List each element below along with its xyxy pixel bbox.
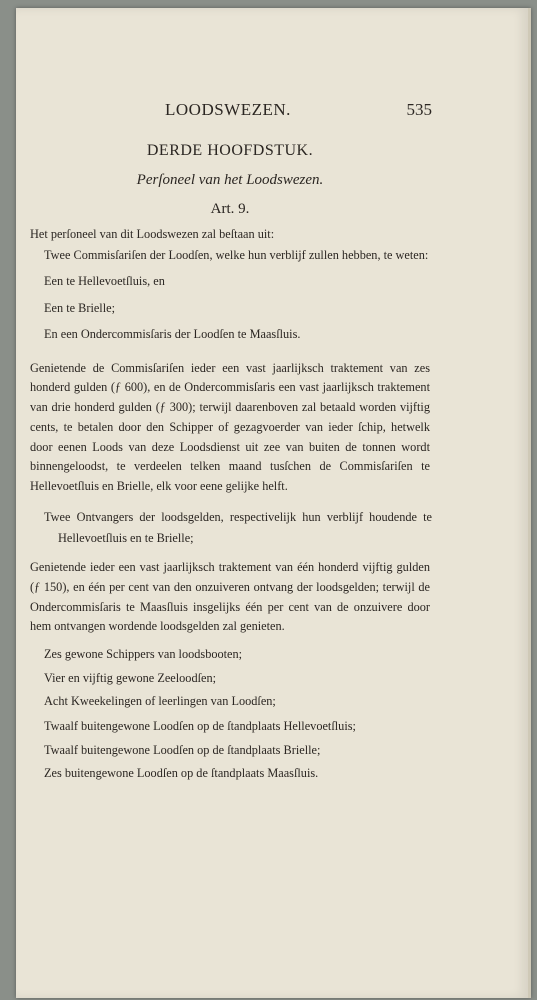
list-entry: Zes buitengewone Loodſen op de ſtandplaats Maasſluis.: [44, 766, 319, 781]
list-entry: En een Ondercommisſaris der Loodſen te Maasſluis.: [44, 327, 301, 341]
list-entry: Vier en vijftig gewone Zeeloodſen;: [44, 670, 217, 685]
list-entry: Een te Brielle;: [44, 300, 116, 315]
page-content: [30, 100, 430, 786]
article-heading: Art. 9.: [210, 201, 250, 217]
list-entry: Acht Kweekelingen of leerlingen van Loodſen;: [44, 694, 276, 709]
body-paragraph: Genietende de Commisſariſen ieder een vast jaarlijksch traktement van zes honderd gulden (ƒ 600), en de Ondercommisſaris een vast jaarlijksch traktement van drie honderd gulden (ƒ 300); terwijl daarenboven zal betaald worden vijftig cents, te betalen door den Schipper of gezagvoerder van ieder ſchip, hetwelk door eenen Loods van deze Loodsdienst uit zee van buiten de tonnen wordt binnengeloodst, te verdeelen telken maand tusſchen de Commisſariſen te Hellevoetſluis en Brielle, elk voor eene gelijke helft.: [30, 360, 430, 494]
running-header: [30, 100, 430, 130]
list-entry: Een te Hellevoetſluis, en: [44, 274, 165, 288]
body-paragraph: Genietende ieder een vast jaarlijksch traktement van één honderd vijftig gulden (ƒ 150), en één per cent van den onzuiveren ontvang der loodsgelden; terwijl de Ondercommisſaris te Maasſluis insgelijks één per cent van de onzuivere door hem ontvangen wordende loodsgelden zal genieten.: [30, 560, 430, 634]
list-entry: Twee Ontvangers der loodsgelden, respectivelijk hun verblijf houdende te Hellevoetſluis en te Brielle;: [44, 510, 432, 545]
list-entry: Twaalf buitengewone Loodſen op de ſtandplaats Hellevoetſluis;: [44, 718, 356, 733]
page-number: 535: [406, 100, 432, 119]
list-entry: Zes gewone Schippers van loodsbooten;: [44, 647, 243, 662]
section-subtitle: Perſoneel van het Loodswezen.: [136, 172, 324, 188]
chapter-heading: DERDE HOOFDSTUK.: [146, 142, 314, 159]
list-entry: Twaalf buitengewone Loodſen op de ſtandplaats Brielle;: [44, 742, 321, 757]
running-title: LOODSWEZEN.: [165, 100, 291, 119]
list-entry: Twee Commisſariſen der Loodſen, welke hun verblijf zullen hebben, te weten:: [44, 247, 429, 262]
intro-paragraph: Het perſoneel van dit Loodswezen zal beſtaan uit:: [30, 227, 275, 241]
book-page: [16, 8, 531, 998]
